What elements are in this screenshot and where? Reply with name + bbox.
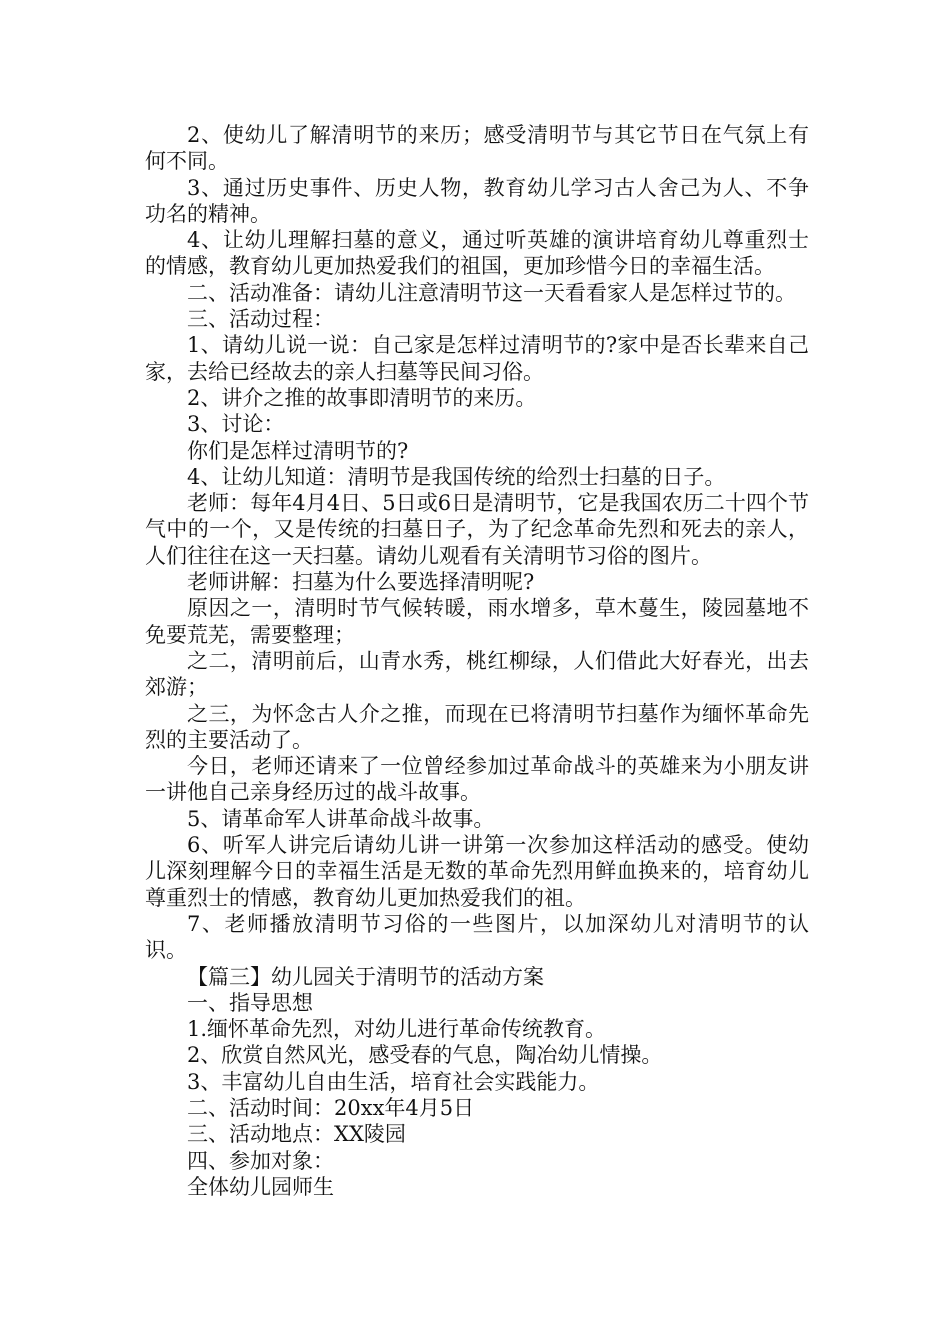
- paragraph: 1.缅怀革命先烈，对幼儿进行革命传统教育。: [187, 1017, 607, 1042]
- document-page: [145, 122, 809, 1200]
- paragraph: 原因之一，清明时节气候转暖，雨水增多，草木蔓生，陵园墓地不免要荒芜，需要整理；: [145, 596, 809, 647]
- paragraph: 3、讨论：: [187, 412, 285, 437]
- paragraph: 6、听军人讲完后请幼儿讲一讲第一次参加这样活动的感受。使幼儿深刻理解今日的幸福生活是无数的革命先烈用鲜血换来的，培育幼儿尊重烈士的情感，教育幼儿更加热爱我们的祖。: [145, 833, 809, 910]
- section-heading: 三、活动过程：: [187, 307, 334, 332]
- paragraph: 老师：每年4月4日、5日或6日是清明节，它是我国农历二十四个节气中的一个，又是传统的扫墓日子，为了纪念革命先烈和死去的亲人，人们往往在这一天扫墓。请幼儿观看有关清明节习俗的图片。: [145, 491, 809, 568]
- paragraph: 2、讲介之推的故事即清明节的来历。: [187, 385, 537, 410]
- paragraph: 2、欣赏自然风光，感受春的气息，陶冶幼儿情操。: [187, 1043, 663, 1068]
- paragraph: 4、让幼儿知道：清明节是我国传统的给烈士扫墓的日子。: [187, 464, 726, 489]
- paragraph: 1、请幼儿说一说：自己家是怎样过清明节的?家中是否长辈来自己家，去给已经故去的亲人扫墓等民间习俗。: [145, 333, 809, 384]
- paragraph: 4、让幼儿理解扫墓的意义，通过听英雄的演讲培育幼儿尊重烈士的情感，教育幼儿更加热爱我们的祖国，更加珍惜今日的幸福生活。: [145, 228, 809, 279]
- article-heading: 【篇三】幼儿园关于清明节的活动方案: [187, 964, 544, 989]
- paragraph: 二、活动准备：请幼儿注意清明节这一天看看家人是怎样过节的。: [187, 280, 796, 305]
- paragraph: 今日，老师还请来了一位曾经参加过革命战斗的英雄来为小朋友讲一讲他自己亲身经历过的战斗故事。: [145, 754, 809, 805]
- paragraph: 你们是怎样过清明节的?: [187, 438, 409, 463]
- paragraph: 之二，清明前后，山青水秀，桃红柳绿，人们借此大好春光，出去郊游；: [145, 648, 809, 700]
- paragraph: 全体幼儿园师生: [187, 1174, 334, 1199]
- section-heading: 三、活动地点：XX陵园: [187, 1122, 406, 1147]
- section-heading: 一、指导思想: [187, 990, 313, 1015]
- paragraph: 老师讲解：扫墓为什么要选择清明呢?: [187, 570, 535, 595]
- paragraph: 2、使幼儿了解清明节的来历；感受清明节与其它节日在气氛上有何不同。: [145, 123, 809, 174]
- paragraph: 3、丰富幼儿自由生活，培育社会实践能力。: [187, 1069, 600, 1094]
- paragraph: 3、通过历史事件、历史人物，教育幼儿学习古人舍己为人、不争功名的精神。: [145, 175, 809, 226]
- paragraph: 之三，为怀念古人介之推，而现在已将清明节扫墓作为缅怀革命先烈的主要活动了。: [145, 701, 809, 752]
- section-heading: 二、活动时间：20xx年4月5日: [187, 1095, 475, 1120]
- paragraph: 5、请革命军人讲革命战斗故事。: [187, 806, 495, 831]
- section-heading: 四、参加对象：: [187, 1148, 334, 1173]
- paragraph: 7、老师播放清明节习俗的一些图片，以加深幼儿对清明节的认识。: [145, 911, 809, 963]
